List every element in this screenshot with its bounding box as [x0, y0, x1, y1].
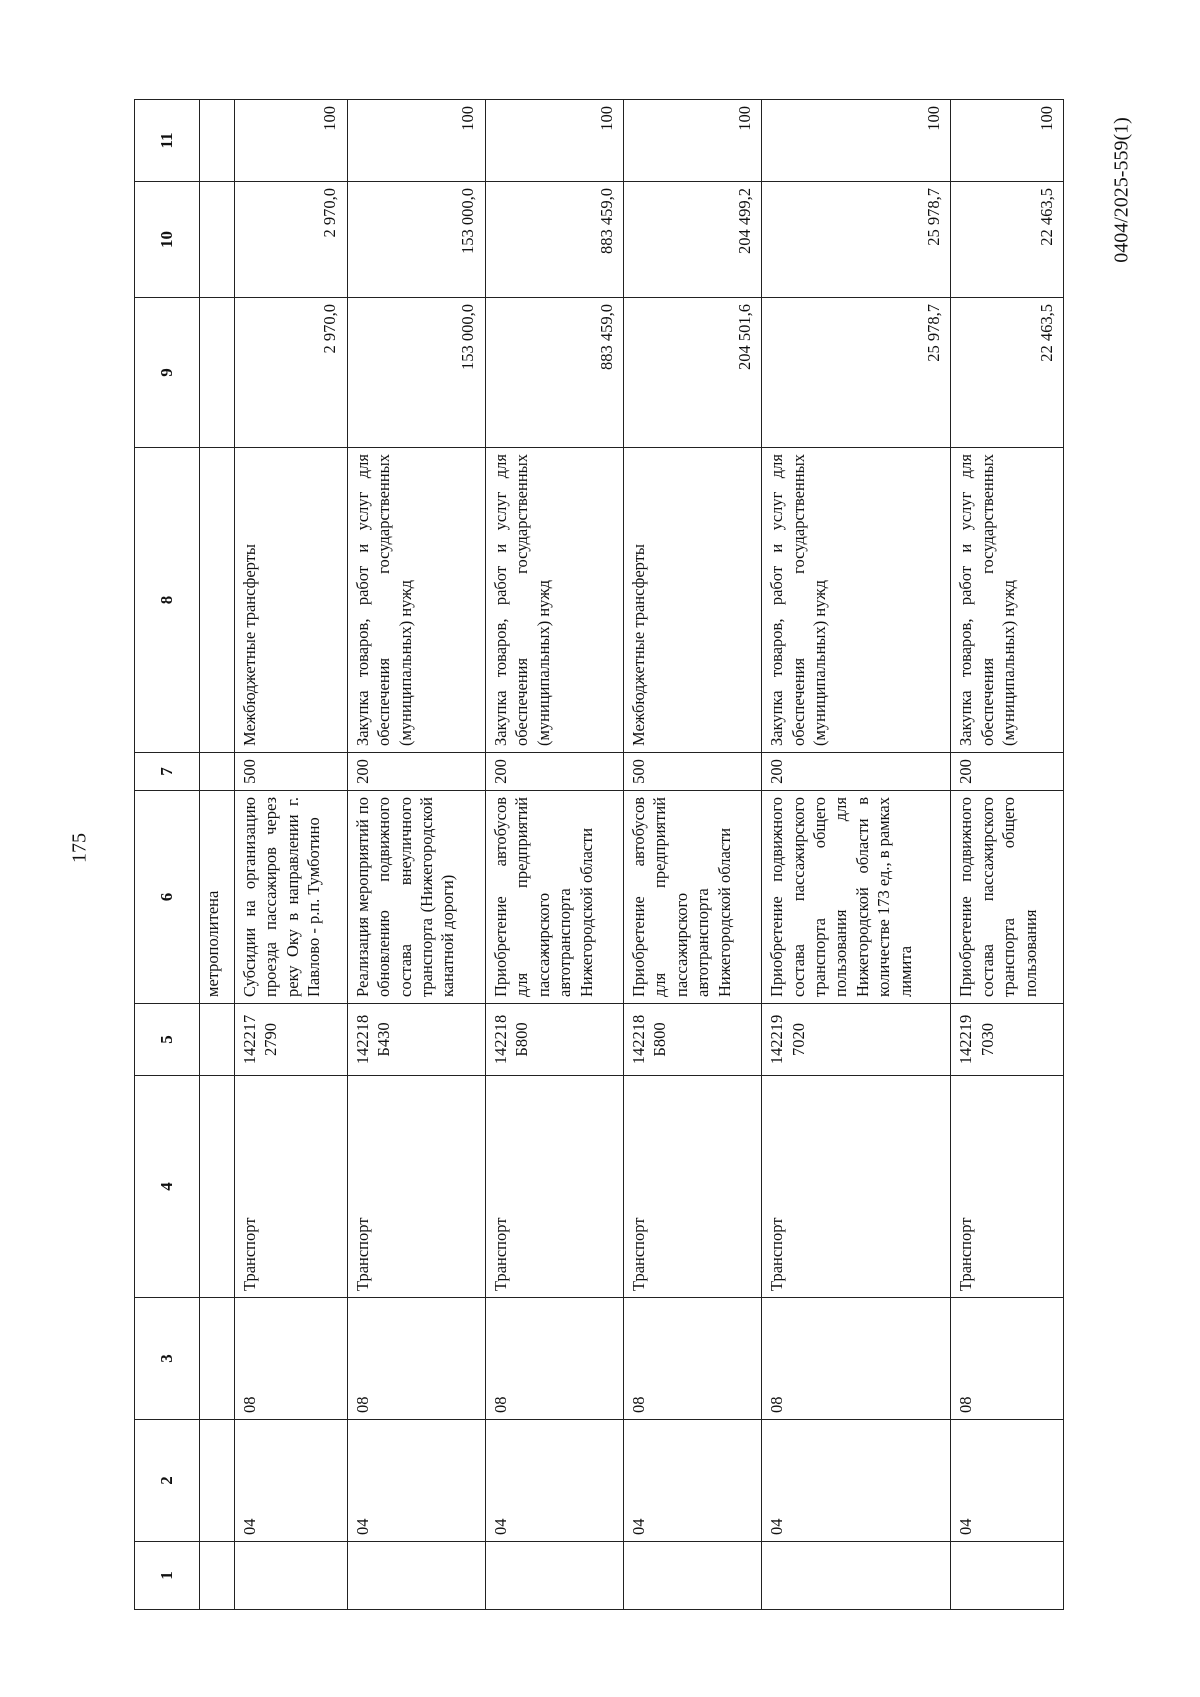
- cell-subsection: 08: [235, 1298, 348, 1420]
- column-header: 5: [135, 1004, 200, 1076]
- cell-percent: 100: [347, 100, 485, 182]
- cell-description: Приобретение автобусов для предприятий пассажирского автотранспорта Нижегородской области: [485, 791, 623, 1004]
- cell-subsection: 08: [951, 1298, 1064, 1420]
- cell-section: 04: [485, 1420, 623, 1542]
- cell-description: Реализация мероприятий по обновлению подвижного состава внеуличного транспорта (Нижегородской канатной дороги): [347, 791, 485, 1004]
- column-header: 3: [135, 1298, 200, 1420]
- column-header: 11: [135, 100, 200, 182]
- cell-amount-planned: 22 463,5: [951, 298, 1064, 448]
- cell-expense-name: Межбюджетные трансферты: [623, 448, 761, 753]
- cell-expense-type: 200: [485, 753, 623, 791]
- cell-section: 04: [951, 1420, 1064, 1542]
- table-row: [951, 100, 1064, 1610]
- cell-col1: [347, 1542, 485, 1610]
- continuation-text: метрополитена: [200, 791, 235, 1004]
- cell-section: 04: [235, 1420, 348, 1542]
- cell-section: 04: [347, 1420, 485, 1542]
- cell-col1: [485, 1542, 623, 1610]
- column-header: 8: [135, 448, 200, 753]
- cell-target-code: 142217 2790: [235, 1004, 348, 1076]
- cell-description: Приобретение автобусов для предприятий пассажирского автотранспорта Нижегородской области: [623, 791, 761, 1004]
- cell-section: 04: [623, 1420, 761, 1542]
- cell-section-name: Транспорт: [347, 1076, 485, 1298]
- cell-amount-actual: 204 499,2: [623, 182, 761, 298]
- cell-amount-planned: 204 501,6: [623, 298, 761, 448]
- cell-amount-actual: 883 459,0: [485, 182, 623, 298]
- cell-percent: 100: [762, 100, 951, 182]
- cell-section: 04: [762, 1420, 951, 1542]
- budget-table-container: [134, 100, 1064, 1610]
- cell-col1: [235, 1542, 348, 1610]
- cell-amount-actual: 25 978,7: [762, 182, 951, 298]
- cell-section-name: Транспорт: [623, 1076, 761, 1298]
- column-number-row: [135, 100, 200, 1610]
- cell-expense-type: 200: [347, 753, 485, 791]
- cell-description: Приобретение подвижного состава пассажирского транспорта общего пользования для Нижегородской области в количестве 173 ед., в рамках лимита: [762, 791, 951, 1004]
- cell-subsection: 08: [347, 1298, 485, 1420]
- column-header: 7: [135, 753, 200, 791]
- cell-expense-type: 500: [623, 753, 761, 791]
- cell-subsection: 08: [485, 1298, 623, 1420]
- cell-section-name: Транспорт: [951, 1076, 1064, 1298]
- cell-expense-name: Межбюджетные трансферты: [235, 448, 348, 753]
- cell-expense-name: Закупка товаров, работ и услуг для обеспечения государственных (муниципальных) нужд: [951, 448, 1064, 753]
- column-header: 1: [135, 1542, 200, 1610]
- column-header: 4: [135, 1076, 200, 1298]
- table-row: [347, 100, 485, 1610]
- cell-target-code: 142218 Б800: [485, 1004, 623, 1076]
- cell-amount-planned: 883 459,0: [485, 298, 623, 448]
- cell-amount-planned: 2 970,0: [235, 298, 348, 448]
- cell-target-code: 142219 7020: [762, 1004, 951, 1076]
- cell-subsection: 08: [623, 1298, 761, 1420]
- continuation-row: [200, 100, 235, 1610]
- table-row: [762, 100, 951, 1610]
- cell-target-code: 142218 Б800: [623, 1004, 761, 1076]
- cell-section-name: Транспорт: [485, 1076, 623, 1298]
- page-number: 175: [68, 833, 91, 863]
- cell-percent: 100: [485, 100, 623, 182]
- cell-percent: 100: [623, 100, 761, 182]
- cell-amount-planned: 153 000,0: [347, 298, 485, 448]
- budget-table: [134, 99, 1064, 1610]
- column-header: 9: [135, 298, 200, 448]
- cell-expense-name: Закупка товаров, работ и услуг для обеспечения государственных (муниципальных) нужд: [762, 448, 951, 753]
- cell-col1: [951, 1542, 1064, 1610]
- document-code: 0404/2025-559(1): [1110, 117, 1133, 263]
- cell-expense-type: 200: [951, 753, 1064, 791]
- cell-amount-actual: 22 463,5: [951, 182, 1064, 298]
- cell-section-name: Транспорт: [235, 1076, 348, 1298]
- cell-percent: 100: [235, 100, 348, 182]
- cell-amount-actual: 153 000,0: [347, 182, 485, 298]
- cell-section-name: Транспорт: [762, 1076, 951, 1298]
- cell-description: Субсидии на организацию проезда пассажиров через реку Оку в направлении г. Павлово - р.п. Тумботино: [235, 791, 348, 1004]
- cell-expense-name: Закупка товаров, работ и услуг для обеспечения государственных (муниципальных) нужд: [485, 448, 623, 753]
- cell-col1: [623, 1542, 761, 1610]
- table-row: [485, 100, 623, 1610]
- cell-percent: 100: [951, 100, 1064, 182]
- cell-subsection: 08: [762, 1298, 951, 1420]
- cell-description: Приобретение подвижного состава пассажирского транспорта общего пользования: [951, 791, 1064, 1004]
- cell-expense-type: 500: [235, 753, 348, 791]
- column-header: 6: [135, 791, 200, 1004]
- cell-expense-type: 200: [762, 753, 951, 791]
- cell-amount-actual: 2 970,0: [235, 182, 348, 298]
- cell-amount-planned: 25 978,7: [762, 298, 951, 448]
- column-header: 2: [135, 1420, 200, 1542]
- cell-target-code: 142218 Б430: [347, 1004, 485, 1076]
- cell-col1: [762, 1542, 951, 1610]
- cell-expense-name: Закупка товаров, работ и услуг для обеспечения государственных (муниципальных) нужд: [347, 448, 485, 753]
- cell-target-code: 142219 7030: [951, 1004, 1064, 1076]
- column-header: 10: [135, 182, 200, 298]
- table-row: [235, 100, 348, 1610]
- table-row: [623, 100, 761, 1610]
